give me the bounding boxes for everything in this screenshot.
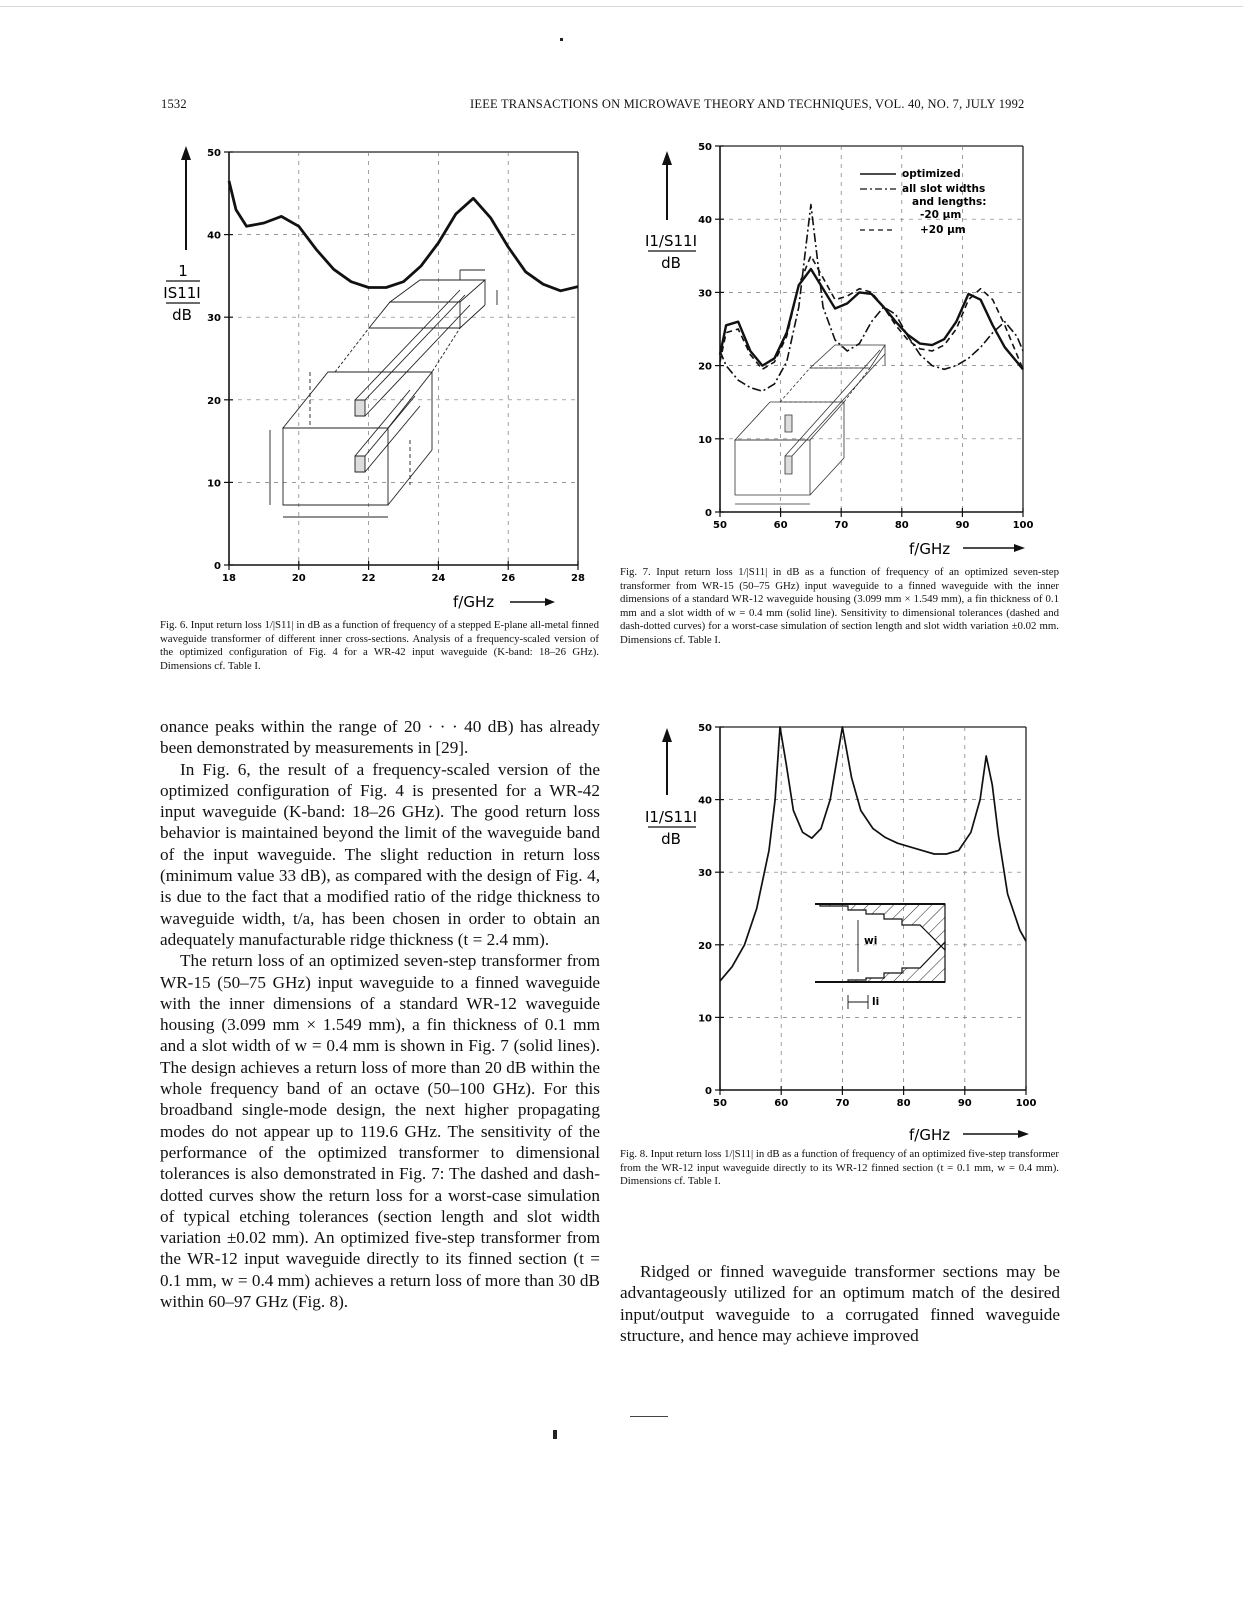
fig6-ytick-label: 20	[207, 395, 221, 407]
fig7-ytick-label: 50	[698, 142, 712, 153]
fig8-ylabel: I1/S11I	[644, 808, 698, 826]
paragraph-3: The return loss of an optimized seven-step transformer from WR-15 (50–75 GHz) input waveguide to a finned waveguide with the inner dimensions of a standard WR-12 waveguide housing (3.099 mm × 1.549 mm), a fin thickness of 0.1 mm and a slot width of w = 0.4 mm is shown in Fig. 7 (solid lines). The design achieves a return loss of more than 20 dB within the whole frequency band of an octave (50–100 GHz). For this broadband single-mode design, the next higher propagating modes do not appear up to 119.6 GHz. The sensitivity of the performance of the optimized transformer to dimensional tolerances is also demonstrated in Fig. 7: The dashed and dash-dotted curves show the return loss for a worst-case simulation of typical etching tolerances (section length and slot width variation ±0.02 mm). An optimized five-step transformer from the WR-12 input waveguide directly to its finned section (t = 0.1 mm, w = 0.4 mm) achieves a return loss of more than 30 dB within 60–97 GHz (Fig. 8).	[160, 951, 600, 1312]
fig6-ylabel-top: 1	[178, 262, 188, 280]
fig6-xtick-label: 26	[501, 573, 516, 584]
legend-minus: -20 µm	[920, 209, 962, 221]
legend-optimized: optimized	[902, 168, 961, 180]
fig7-series--20-m	[720, 256, 1023, 369]
fig7-xtick-label: 100	[1012, 520, 1034, 531]
fig6-xtick-label: 20	[291, 573, 306, 584]
fig8-ytick-label: 30	[698, 868, 712, 880]
fig6-caption: Fig. 6. Input return loss 1/|S11| in dB as a function of frequency of a stepped E-plane all-metal finned waveguide transformer of different inner cross-sections. Analysis of a frequency-scaled version of the optimized configuration of Fig. 4 for a WR-42 input waveguide (K-band: 18–26 GHz). Dimensions cf. Table I.	[160, 619, 599, 672]
fig7-ytick-label: 40	[698, 215, 712, 227]
fig7-caption: Fig. 7. Input return loss 1/|S11| in dB as a function of frequency of an optimized seven-step transformer from WR-15 (50–75 GHz) input waveguide to a finned waveguide with the inner dimensions of a standard WR-12 waveguide housing (3.099 mm × 1.549 mm), a fin thickness of 0.1 mm and a slot width of w = 0.4 mm (solid line). Sensitivity to dimensional tolerances (dashed and dash-dotted curves) for a worst-case simulation of section length and slot width variation ±0.02 mm. Dimensions cf. Table I.	[620, 566, 1059, 646]
fig7-xlabel: f/GHz	[909, 540, 951, 558]
legend-allslot1: all slot widths	[902, 183, 986, 195]
fig6-ytick-label: 30	[207, 313, 221, 325]
fig8-caption: Fig. 8. Input return loss 1/|S11| in dB as a function of frequency of an optimized five-step transformer from the WR-12 input waveguide directly to its WR-12 finned section (t = 0.1 mm, w = 0.4 mm). Dimensions cf. Table I.	[620, 1148, 1059, 1188]
top-rule	[0, 6, 1243, 7]
print-speck	[560, 38, 563, 41]
fig7-y-arrow-head	[662, 151, 672, 165]
fig7-ytick-label: 20	[698, 361, 712, 373]
legend-allslot2: and lengths:	[912, 196, 987, 208]
fig7-ytick-label: 10	[698, 434, 712, 446]
fig7-series-optimized	[720, 269, 1023, 369]
page-footer-mark	[553, 1430, 557, 1439]
paragraph-1: onance peaks within the range of 20 · · · 40 dB) has already been demonstrated by measurements in [29].	[160, 717, 600, 758]
fig7-ylabel: I1/S11I	[644, 232, 698, 250]
fig8-inset-w: wi	[864, 935, 878, 947]
fig7-ytick-label: 30	[698, 288, 712, 300]
fig7-x-arrow-head	[1014, 544, 1025, 552]
fig6-ytick-label: 10	[207, 478, 221, 490]
figure-6	[160, 140, 600, 610]
fig8-ytick-label: 50	[698, 723, 712, 734]
figure-7	[620, 140, 1060, 560]
fig7-xtick-label: 80	[894, 520, 909, 531]
fig8-step-inset	[815, 904, 945, 1009]
page-number: 1532	[161, 97, 187, 111]
fig8-ytick-label: 10	[698, 1013, 712, 1025]
fig6-x-arrow-head	[545, 598, 555, 606]
fig8-xtick-label: 90	[957, 1098, 972, 1109]
fig6-xtick-label: 18	[222, 573, 236, 584]
fig7-structure-inset	[735, 345, 885, 504]
fig8-y-arrow-head	[662, 728, 672, 742]
fig8-x-arrow-head	[1018, 1130, 1029, 1138]
fig8-ylabel-unit: dB	[661, 830, 681, 848]
fig8-xtick-label: 80	[896, 1098, 911, 1109]
fig8-xlabel: f/GHz	[909, 1126, 951, 1144]
fig7-xtick-label: 60	[773, 520, 788, 531]
fig8-xtick-label: 70	[835, 1098, 850, 1109]
paragraph-4: Ridged or finned waveguide transformer sections may be advantageously utilized for an optimum match of the desired input/output waveguide to a corrugated finned waveguide structure, and hence may achieve improved	[620, 1262, 1060, 1345]
fig6-ylabel-unit: dB	[172, 306, 192, 324]
fig6-ylabel-mid: IS11I	[163, 284, 201, 302]
fig7-ytick-label: 0	[705, 508, 712, 519]
fig7-xtick-label: 90	[955, 520, 970, 531]
fig7-chart	[620, 140, 1060, 560]
fig8-xtick-label: 60	[774, 1098, 789, 1109]
fig6-xtick-label: 28	[571, 573, 585, 584]
fig7-xtick-label: 50	[713, 520, 727, 531]
fig6-xtick-label: 24	[431, 573, 446, 584]
fig6-chart	[160, 140, 600, 610]
fig6-xtick-label: 22	[361, 573, 376, 584]
running-header: IEEE TRANSACTIONS ON MICROWAVE THEORY AND TECHNIQUES, VOL. 40, NO. 7, JULY 1992	[470, 97, 1025, 111]
fig6-ytick-label: 0	[214, 561, 221, 572]
fig8-xtick-label: 100	[1015, 1098, 1037, 1109]
figure-8	[620, 720, 1060, 1145]
fig8-chart	[620, 720, 1060, 1145]
fig8-ytick-label: 0	[705, 1086, 712, 1097]
fig8-ytick-label: 40	[698, 795, 712, 807]
paragraph-2: In Fig. 6, the result of a frequency-scaled version of the optimized configuration of Fig. 4 is presented for a WR-42 input waveguide (K-band: 18–26 GHz). The good return loss behavior is maintained beyond the limit of the waveguide band of the input waveguide. The slight reduction in return loss (minimum value 33 dB), as compared with the design of Fig. 4, is due to the fact that a modified ratio of the ridge thickness to waveguide width, t/a, has been chosen in order to obtain an adequately manufacturable ridge thickness (t = 2.4 mm).	[160, 759, 600, 949]
fig6-xlabel: f/GHz	[453, 593, 495, 611]
fig6-y-arrow-head	[181, 146, 191, 160]
fig6-ytick-label: 50	[207, 148, 221, 159]
right-column-text	[620, 1261, 1060, 1346]
fig7-xtick-label: 70	[834, 520, 849, 531]
fig6-series-0	[229, 181, 578, 291]
fig6-structure-inset	[270, 270, 497, 517]
legend-plus: +20 µm	[920, 224, 966, 236]
fig8-ytick-label: 20	[698, 940, 712, 952]
fig8-inset-l: li	[872, 996, 880, 1008]
fig7-ylabel-unit: dB	[661, 254, 681, 272]
left-column-text	[160, 716, 600, 1312]
fig7-legend	[860, 168, 986, 236]
fig6-ytick-label: 40	[207, 230, 221, 242]
footer-rule	[630, 1416, 668, 1417]
fig8-xtick-label: 50	[713, 1098, 727, 1109]
